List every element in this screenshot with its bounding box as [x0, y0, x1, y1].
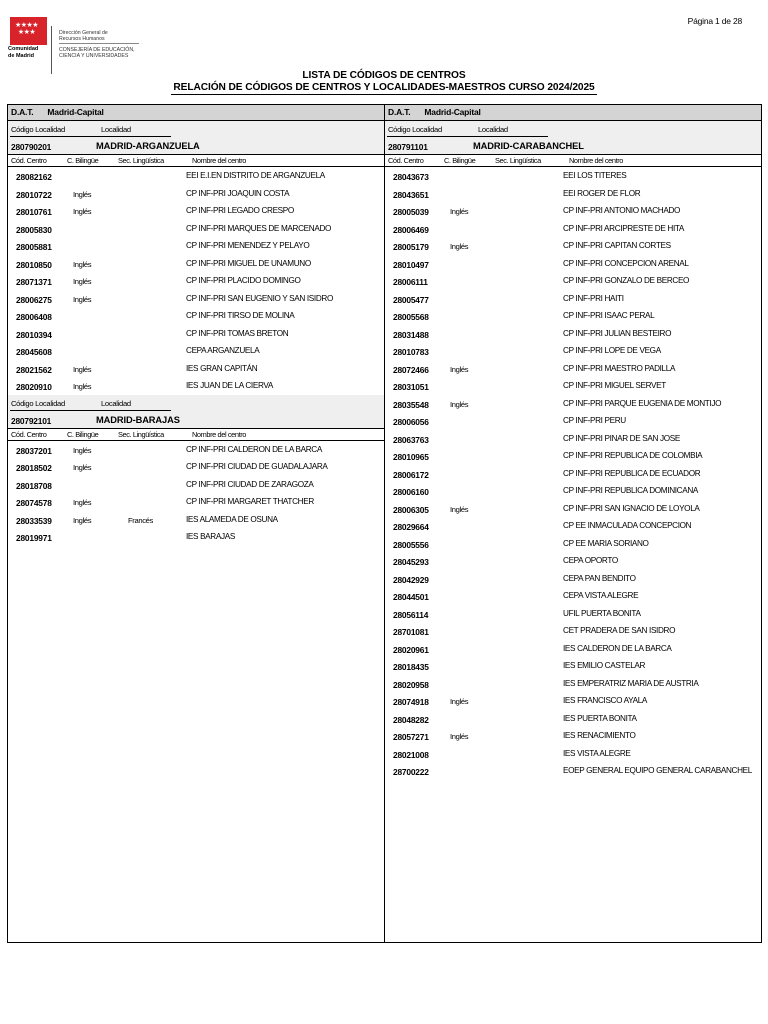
center-name: CP INF-PRI CIUDAD DE GUADALAJARA	[186, 462, 328, 471]
col-header-cod-centro: Cód. Centro	[388, 156, 424, 165]
table-row	[8, 325, 384, 343]
table-row	[8, 237, 384, 255]
logo-rule	[59, 43, 139, 44]
center-name: EEI ROGER DE FLOR	[563, 188, 641, 198]
center-code: 28018708	[16, 480, 52, 491]
center-code: 28010965	[393, 452, 429, 462]
center-bilingue: Inglés	[73, 364, 92, 374]
center-code: 28031051	[393, 382, 429, 392]
center-code: 28071371	[16, 277, 52, 287]
center-code: 28063763	[393, 434, 429, 445]
table-row	[8, 185, 384, 203]
center-code: 28037201	[16, 445, 52, 456]
center-code: 28072466	[393, 364, 429, 375]
left-column	[8, 105, 385, 942]
center-code: 28005477	[393, 294, 429, 305]
locality-block	[8, 121, 384, 155]
center-bilingue: Inglés	[73, 294, 92, 304]
center-code: 28042929	[393, 574, 429, 585]
table-row	[8, 360, 384, 378]
stars-icon: ★★★★ ★★★	[14, 22, 39, 36]
center-name: IES ALAMEDA DE OSUNA	[186, 514, 278, 524]
center-bilingue: Inglés	[73, 515, 92, 525]
center-name: IES EMPERATRIZ MARIA DE AUSTRIA	[563, 678, 699, 688]
center-bilingue: Inglés	[450, 504, 469, 514]
table-row	[385, 290, 761, 308]
center-name: CP INF-PRI MIGUEL SERVET	[563, 381, 666, 390]
col-header-sec-linguistica: Sec. Lingüística	[495, 156, 541, 165]
table-row	[8, 290, 384, 308]
table-row	[385, 535, 761, 553]
locality-header-rule	[10, 136, 171, 137]
center-code: 28056114	[393, 609, 429, 620]
center-name: IES PUERTA BONITA	[563, 713, 637, 723]
center-code: 28006172	[393, 469, 429, 480]
center-code: 28006111	[393, 277, 428, 287]
table-row	[385, 622, 761, 640]
document-title: LISTA DE CÓDIGOS DE CENTROS	[302, 70, 466, 81]
center-name: CEPA VISTA ALEGRE	[563, 591, 639, 600]
col-header-bilingue: C. Bilingüe	[444, 156, 476, 165]
center-name: CP INF-PRI CONCEPCION ARENAL	[563, 258, 689, 268]
center-name: CP EE MARIA SORIANO	[563, 538, 649, 548]
codigo-localidad-label: Código Localidad	[11, 398, 65, 408]
center-code: 28057271	[393, 732, 429, 742]
locality-block	[8, 395, 384, 429]
table-row	[385, 430, 761, 448]
center-code: 28010394	[16, 329, 52, 340]
center-name: CP INF-PRI MARGARET THATCHER	[186, 497, 314, 506]
center-name: CP INF-PRI TOMAS BRETON	[186, 328, 289, 338]
table-row	[385, 727, 761, 745]
center-code: 28006275	[16, 294, 52, 305]
table-row	[385, 447, 761, 465]
center-name: IES VISTA ALEGRE	[563, 748, 631, 758]
col-header-cod-centro: Cód. Centro	[11, 156, 47, 165]
center-code: 28020958	[393, 679, 429, 690]
center-code: 28018435	[393, 662, 429, 672]
locality-name: MADRID-BARAJAS	[96, 414, 180, 425]
right-column	[385, 105, 761, 942]
table-row	[385, 762, 761, 780]
center-code: 28020961	[393, 644, 429, 655]
center-name: CP INF-PRI PERU	[563, 416, 626, 425]
table-row	[385, 325, 761, 343]
table-row	[385, 272, 761, 290]
center-code: 28031488	[393, 329, 429, 340]
center-name: CP INF-PRI MAESTRO PADILLA	[563, 363, 676, 373]
table-row	[8, 377, 384, 395]
table-row	[8, 167, 384, 185]
col-header-bilingue: C. Bilingüe	[67, 429, 99, 439]
table-row	[8, 202, 384, 220]
document-subtitle-text: RELACIÓN DE CÓDIGOS DE CENTROS Y LOCALIDADES-MAESTROS CURSO 2024/2025	[173, 82, 595, 93]
center-name: IES BARAJAS	[186, 532, 235, 541]
centers-table-header	[8, 155, 384, 167]
center-name: IES FRANCISCO AYALA	[563, 696, 648, 705]
table-row	[8, 528, 384, 546]
center-name: CP INF-PRI JOAQUIN COSTA	[186, 188, 290, 198]
center-bilingue: Inglés	[73, 463, 92, 472]
center-code: 28021562	[16, 364, 52, 375]
localidad-label: Localidad	[101, 125, 131, 134]
center-bilingue: Inglés	[450, 364, 469, 374]
center-code: 28006305	[393, 504, 429, 515]
center-code: 28005568	[393, 312, 429, 322]
center-name: CP INF-PRI ARCIPRESTE DE HITA	[563, 223, 685, 233]
center-name: IES JUAN DE LA CIERVA	[186, 381, 273, 390]
center-name: CEPA PAN BENDITO	[563, 573, 636, 583]
center-code: 28045608	[16, 347, 52, 357]
dat-value: Madrid-Capital	[47, 107, 104, 117]
center-code: 28006056	[393, 417, 429, 427]
center-bilingue: Inglés	[73, 382, 92, 391]
center-name: CP INF-PRI HAITI	[563, 293, 624, 303]
center-code: 28020910	[16, 382, 52, 392]
center-code: 28018502	[16, 463, 52, 473]
table-row	[385, 640, 761, 658]
center-code: 28006160	[393, 487, 429, 497]
logo-divider	[51, 26, 52, 74]
table-row	[385, 237, 761, 255]
table-row	[385, 220, 761, 238]
center-name: CP INF-PRI MIGUEL DE UNAMUNO	[186, 258, 311, 268]
dat-label: D.A.T.	[388, 107, 411, 117]
table-row	[385, 482, 761, 500]
center-code: 28033539	[16, 515, 52, 526]
localidad-label: Localidad	[101, 398, 131, 408]
center-name: CP INF-PRI SAN EUGENIO Y SAN ISIDRO	[186, 293, 333, 303]
table-row	[8, 255, 384, 273]
col-header-cod-centro: Cód. Centro	[11, 429, 47, 439]
center-bilingue: Inglés	[73, 498, 92, 507]
center-bilingue: Inglés	[450, 732, 469, 741]
center-name: CP INF-PRI MENENDEZ Y PELAYO	[186, 241, 310, 250]
center-code: 28005881	[16, 242, 52, 252]
center-name: EOEP GENERAL EQUIPO GENERAL CARABANCHEL	[563, 766, 752, 775]
center-code: 28005830	[16, 224, 52, 235]
logo-name: Comunidad de Madrid	[8, 46, 39, 59]
locality-block	[385, 121, 761, 155]
table-row	[385, 570, 761, 588]
table-row	[8, 511, 384, 529]
center-code: 28048282	[393, 714, 429, 725]
table-row	[385, 342, 761, 360]
center-bilingue: Inglés	[450, 207, 469, 216]
centers-table-header	[385, 155, 761, 167]
center-name: EEI E.I.EN DISTRITO DE ARGANZUELA	[186, 171, 325, 180]
center-code: 28005179	[393, 242, 429, 252]
center-code: 28010497	[393, 259, 429, 270]
center-code: 28010850	[16, 259, 52, 270]
center-name: CP INF-PRI ISAAC PERAL	[563, 311, 655, 320]
center-name: IES EMILIO CASTELAR	[563, 661, 646, 670]
col-header-bilingue: C. Bilingüe	[67, 156, 99, 165]
center-bilingue: Inglés	[73, 189, 92, 199]
locality-name: MADRID-ARGANZUELA	[96, 141, 200, 151]
center-code: 28005556	[393, 539, 429, 550]
centers-table-header	[8, 429, 384, 441]
center-name: CP INF-PRI PARQUE EUGENIA DE MONTIJO	[563, 398, 722, 408]
document-subtitle	[0, 82, 768, 93]
codigo-localidad-label: Código Localidad	[388, 125, 442, 134]
center-code: 28044501	[393, 592, 429, 602]
dat-value: Madrid-Capital	[424, 107, 481, 117]
center-name: CP INF-PRI MARQUES DE MARCENADO	[186, 223, 332, 233]
table-row	[385, 465, 761, 483]
table-row	[8, 476, 384, 494]
center-name: CP INF-PRI GONZALO DE BERCEO	[563, 276, 690, 285]
center-bilingue: Inglés	[73, 259, 92, 269]
center-code: 28701081	[393, 627, 429, 637]
listing-frame	[7, 104, 762, 943]
table-row	[8, 220, 384, 238]
locality-name: MADRID-CARABANCHEL	[473, 141, 584, 151]
comunidad-madrid-logo	[8, 14, 168, 66]
table-row	[385, 360, 761, 378]
center-code: 28043673	[393, 172, 429, 182]
center-name: CP INF-PRI REPUBLICA DE ECUADOR	[563, 468, 701, 478]
center-name: CP INF-PRI PLACIDO DOMINGO	[186, 276, 301, 285]
localidad-label: Localidad	[478, 125, 508, 134]
page-number: Página 1 de 28	[687, 16, 742, 26]
center-code: 28010722	[16, 189, 52, 200]
center-bilingue: Inglés	[450, 242, 469, 251]
center-name: CP INF-PRI ANTONIO MACHADO	[563, 206, 681, 215]
center-name: CP INF-PRI LOPE DE VEGA	[563, 346, 661, 355]
center-bilingue: Inglés	[73, 277, 92, 286]
center-name: CP INF-PRI CAPITAN CORTES	[563, 241, 671, 250]
center-name: CP INF-PRI TIRSO DE MOLINA	[186, 311, 295, 320]
center-code: 28006408	[16, 312, 52, 322]
center-code: 28010783	[393, 347, 429, 357]
center-code: 28082162	[16, 172, 52, 182]
center-name: CP INF-PRI LEGADO CRESPO	[186, 206, 294, 215]
table-row	[385, 552, 761, 570]
center-code: 28005039	[393, 207, 429, 217]
locality-code: 280791101	[388, 142, 428, 152]
dat-header	[385, 105, 761, 121]
table-row	[385, 587, 761, 605]
center-name: IES CALDERON DE LA BARCA	[563, 643, 672, 653]
center-name: CP INF-PRI JULIAN BESTEIRO	[563, 328, 672, 338]
table-row	[385, 517, 761, 535]
center-name: CET PRADERA DE SAN ISIDRO	[563, 626, 676, 635]
table-row	[8, 342, 384, 360]
table-row	[385, 395, 761, 413]
codigo-localidad-label: Código Localidad	[11, 125, 65, 134]
col-header-nombre-centro: Nombre del centro	[192, 156, 246, 165]
locality-code: 280790201	[11, 142, 52, 152]
center-bilingue: Inglés	[73, 207, 92, 216]
center-name: CP EE INMACULADA CONCEPCION	[563, 521, 692, 530]
table-row	[385, 185, 761, 203]
dat-label: D.A.T.	[11, 107, 34, 117]
center-name: UFIL PUERTA BONITA	[563, 608, 641, 618]
col-header-sec-linguistica: Sec. Lingüística	[118, 156, 164, 165]
table-row	[385, 675, 761, 693]
locality-header-rule	[10, 410, 171, 411]
center-name: EEI LOS TITERES	[563, 171, 627, 180]
center-bilingue: Inglés	[450, 697, 469, 706]
center-name: CP INF-PRI PINAR DE SAN JOSE	[563, 433, 680, 443]
center-code: 28021008	[393, 749, 429, 760]
table-row	[8, 272, 384, 290]
table-row	[385, 692, 761, 710]
center-code: 28010761	[16, 207, 52, 217]
table-row	[8, 458, 384, 476]
center-name: CP INF-PRI CIUDAD DE ZARAGOZA	[186, 479, 314, 489]
center-code: 28074918	[393, 697, 429, 707]
center-code: 28700222	[393, 767, 429, 777]
table-row	[8, 493, 384, 511]
table-row	[385, 202, 761, 220]
locality-code: 280792101	[11, 415, 52, 426]
dat-header	[8, 105, 384, 121]
direccion-general: Dirección General de Recursos Humanos	[59, 30, 108, 42]
center-code: 28019971	[16, 533, 52, 543]
table-row	[385, 657, 761, 675]
table-row	[385, 710, 761, 728]
consejeria: CONSEJERÍA DE EDUCACIÓN, CIENCIA Y UNIVERSIDADES	[59, 47, 135, 59]
table-row	[385, 412, 761, 430]
center-name: CEPA ARGANZUELA	[186, 346, 260, 355]
table-row	[385, 307, 761, 325]
table-row	[385, 605, 761, 623]
table-row	[385, 255, 761, 273]
col-header-nombre-centro: Nombre del centro	[569, 156, 623, 165]
table-row	[385, 377, 761, 395]
center-code: 28006469	[393, 224, 429, 235]
center-name: CP INF-PRI REPUBLICA DE COLOMBIA	[563, 451, 703, 460]
center-code: 28029664	[393, 522, 429, 532]
table-row	[385, 745, 761, 763]
center-code: 28043651	[393, 189, 429, 200]
table-row	[385, 500, 761, 518]
col-header-sec-linguistica: Sec. Lingüística	[118, 429, 164, 439]
center-bilingue: Inglés	[450, 399, 469, 409]
center-name: CP INF-PRI CALDERON DE LA BARCA	[186, 444, 322, 454]
center-name: IES GRAN CAPITÁN	[186, 363, 258, 373]
center-name: CP INF-PRI REPUBLICA DOMINICANA	[563, 486, 699, 495]
table-row	[8, 307, 384, 325]
center-code: 28074578	[16, 498, 52, 508]
center-bilingue: Inglés	[73, 445, 92, 455]
col-header-nombre-centro: Nombre del centro	[192, 429, 246, 439]
center-seccion: Francés	[128, 515, 153, 525]
center-code: 28045293	[393, 557, 429, 567]
table-row	[8, 441, 384, 459]
table-row	[385, 167, 761, 185]
center-code: 28035548	[393, 399, 429, 410]
locality-header-rule	[387, 136, 548, 137]
center-name: IES RENACIMIENTO	[563, 731, 636, 740]
center-name: CP INF-PRI SAN IGNACIO DE LOYOLA	[563, 503, 700, 513]
center-name: CEPA OPORTO	[563, 556, 618, 565]
